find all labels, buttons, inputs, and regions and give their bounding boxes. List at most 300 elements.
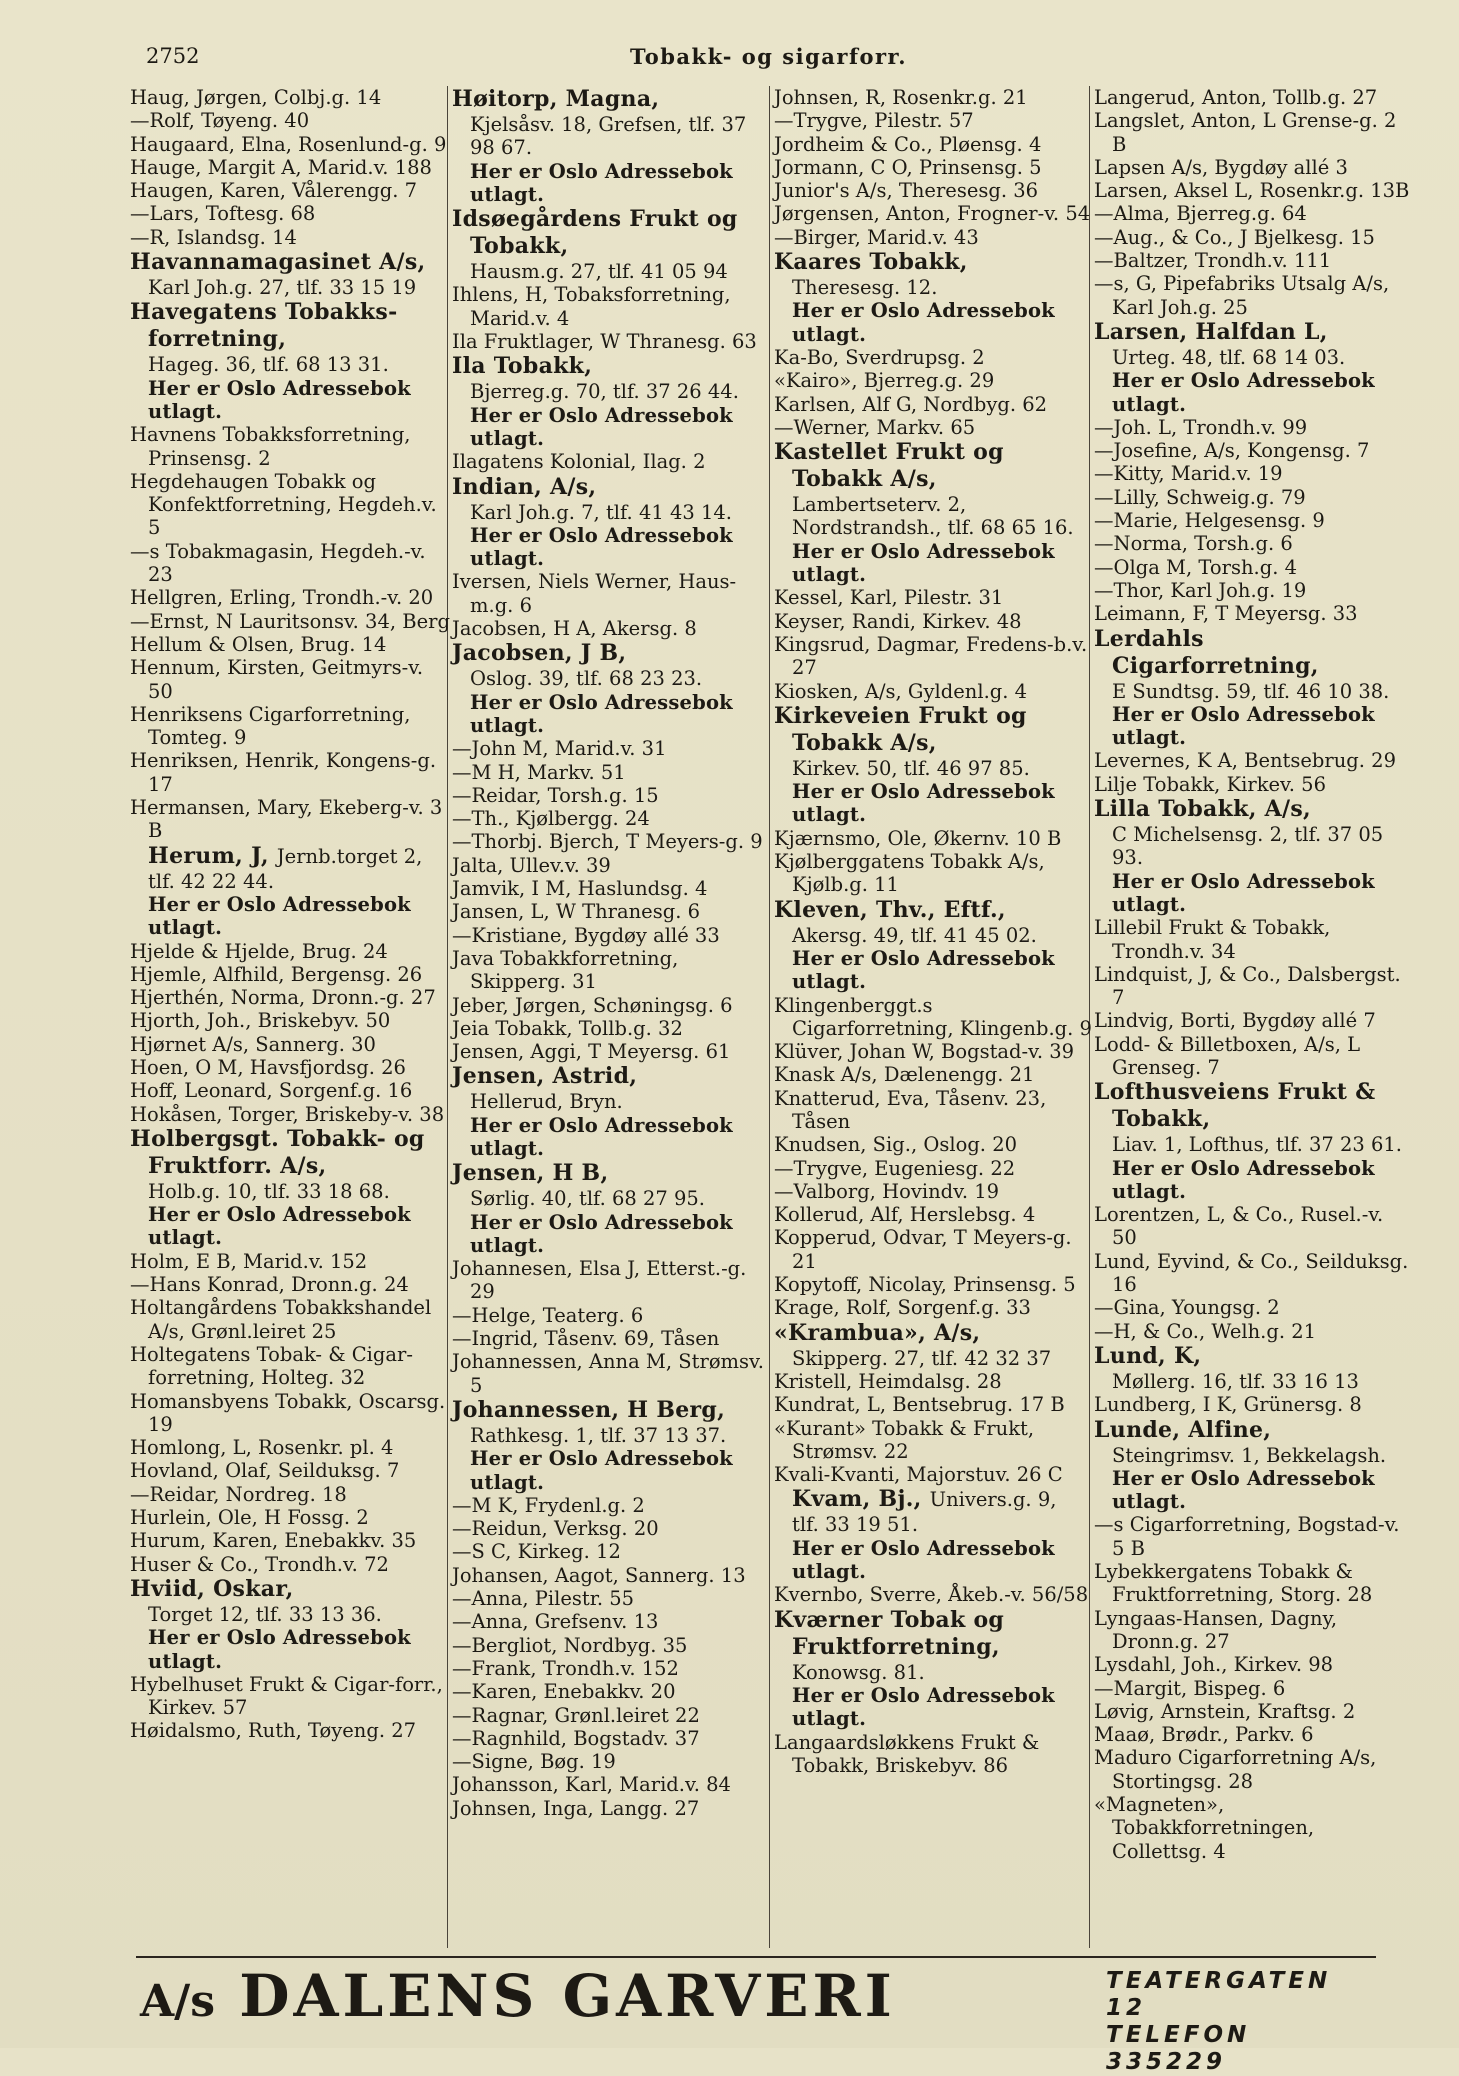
entry-details [452,667,772,737]
directory-entry [774,1180,1094,1203]
entry-name: Hoen, O M, Havsfjordsg. 26 [130,1055,406,1079]
entry-name: —Marie, Helgesensg. 9 [1094,509,1325,533]
entry-name: Havnens Tobakksforretning, Prinsensg. 2 [130,423,411,470]
entry-name: Kleven, Thv., Eftf., [774,896,1006,923]
entry-name: Lybekkergatens Tobakk & Fruktforretning, Storg. 28 [1094,1560,1373,1607]
entry-name: Karlsen, Alf G, Nordbyg. 62 [774,392,1048,416]
entry-name: —s Tobakmagasin, Hegdeh.-v. 23 [130,539,426,587]
directory-entry [774,416,1094,439]
directory-entry [774,1087,1094,1134]
entry-address: Steingrimsv. 1, Bekkelagsh. [1112,1443,1387,1467]
directory-entry [452,1257,772,1304]
directory-entry [774,1393,1094,1416]
directory-entry-featured [452,1160,772,1257]
directory-entry [1094,1700,1414,1723]
entry-details [1094,680,1414,750]
entry-name: Ila Tobakk, [452,353,593,380]
directory-entry [774,226,1094,249]
entry-name: Java Tobakkforretning, Skipperg. 31 [452,946,679,994]
entry-address: Kjelsåsv. 18, Grefsen, tlf. 37 98 67. [470,113,747,160]
entry-name: Lund, Eyvind, & Co., Seilduksg. 16 [1094,1249,1409,1297]
directory-entry [774,1296,1094,1319]
directory-entry-featured [1094,1343,1414,1393]
directory-entry [130,202,450,225]
entry-name: Havegatens Tobakks-forretning, [130,299,398,353]
entry-address: tlf. 42 22 44. [148,869,275,893]
entry-name: Maaø, Brødr., Parkv. 6 [1094,1723,1314,1747]
advertisement [140,1962,1376,2075]
directory-entry [130,226,450,249]
directory-entry-featured [452,1063,772,1160]
directory-entry [130,610,450,633]
entry-note: Her er Oslo Adressebok utlagt. [470,1210,733,1257]
directory-entry-featured [452,206,772,283]
entry-name: Larsen, Halfdan L, [1094,318,1328,345]
entry-name: —Lilly, Schweig.g. 79 [1094,485,1306,509]
entry-name: —Kitty, Marid.v. 19 [1094,462,1283,486]
directory-entry [130,1459,450,1482]
directory-entry [130,1056,450,1079]
entry-address: Skipperg. 27, tlf. 42 32 37 [792,1346,1052,1370]
directory-entry [1094,963,1414,1010]
entry-name: Holtangårdens Tobakkshandel A/s, Grønl.leiret 25 [130,1296,432,1343]
entry-details [774,1661,1094,1731]
directory-entry [1094,462,1414,485]
directory-entry [774,86,1094,109]
entry-name: Kollerud, Alf, Herslebsg. 4 [774,1203,1036,1227]
entry-name: Johnsen, Inga, Langg. 27 [452,1796,700,1820]
entry-address: Hageg. 36, tlf. 68 13 31. [148,353,389,377]
entry-name: —Aug., & Co., J Bjelkesg. 15 [1094,225,1375,249]
entry-name: Ka-Bo, Sverdrupsg. 2 [774,345,985,369]
entry-name: Lodd- & Billetboxen, A/s, L Grenseg. 7 [1094,1032,1361,1079]
entry-name: —s Cigarforretning, Bogstad-v. 5 B [1094,1513,1400,1560]
entry-name: —M K, Frydenl.g. 2 [452,1493,645,1517]
entry-name: Løvig, Arnstein, Kraftsg. 2 [1094,1699,1356,1723]
entry-address: Konowsg. 81. [792,1660,925,1684]
directory-entry [452,1494,772,1517]
directory-entry [452,1327,772,1350]
entry-name: —Thorbj. Bjerch, T Meyers-g. 9 [452,830,763,854]
entry-name: —Reidar, Torsh.g. 15 [452,783,659,807]
directory-entry [1094,416,1414,439]
entry-address: Møllerg. 16, tlf. 33 16 13 [1112,1369,1359,1393]
entry-name: Kiosken, A/s, Gyldenl.g. 4 [774,679,1028,703]
directory-entry [452,570,772,617]
entry-details [1094,823,1414,916]
entry-name: —Alma, Bjerreg.g. 64 [1094,202,1307,226]
entry-name: Jeber, Jørgen, Schøningsg. 6 [452,993,733,1017]
directory-entry [130,156,450,179]
entry-name: —M H, Markv. 51 [452,760,626,784]
entry-name: Henriksens Cigarforretning, Tomteg. 9 [130,702,411,750]
directory-entry [130,1250,450,1273]
advert-brand [140,1962,896,2032]
entry-note: Her er Oslo Adressebok utlagt. [792,539,1055,587]
entry-name: —Anna, Pilestr. 55 [452,1587,635,1611]
directory-entry [1094,1296,1414,1319]
entry-name: Klüver, Johan W, Bogstad-v. 39 [774,1040,1075,1064]
entry-name: Jensen, Astrid, [452,1063,638,1090]
entry-address: Oslog. 39, tlf. 68 23 23. [470,667,703,691]
directory-entry-featured [130,249,450,299]
entry-note: Her er Oslo Adressebok utlagt. [1112,1156,1375,1203]
entry-name: —Margit, Bispeg. 6 [1094,1676,1286,1700]
entry-name: Hoff, Leonard, Sorgenf.g. 16 [130,1079,413,1103]
entry-name: Hegdehaugen Tobakk og Konfektforretning, Hegdeh.v. 5 [130,469,437,540]
directory-entry [452,1704,772,1727]
directory-entry-featured [130,299,450,423]
directory-entry [130,749,450,796]
directory-entry [452,450,772,473]
directory-entry [452,1773,772,1796]
entry-name: Hjorth, Joh., Briskebyv. 50 [130,1009,391,1033]
entry-note: Her er Oslo Adressebok utlagt. [792,1536,1055,1584]
directory-entry [130,86,450,109]
entry-name: Hellum & Olsen, Brug. 14 [130,632,387,656]
entry-name: —Ragnhild, Bogstadv. 37 [452,1726,700,1750]
directory-column-2 [452,86,772,1820]
directory-entry [130,1390,450,1437]
entry-address: tlf. 33 19 51. [792,1513,919,1537]
directory-entry [130,1506,450,1529]
entry-name: Hybelhuset Frukt & Cigar-forr., Kirkev. 57 [130,1672,443,1720]
entry-details [452,113,772,206]
directory-entry [452,1540,772,1563]
entry-note: Her er Oslo Adressebok utlagt. [1112,369,1375,416]
directory-entry-featured [774,1607,1094,1731]
directory-entry [130,963,450,986]
entry-name: Kastellet Frukt og Tobakk A/s, [774,439,1004,493]
directory-entry-featured [130,1576,450,1673]
directory-entry [1094,1513,1414,1560]
entry-name: Leimann, F, T Meyersg. 33 [1094,602,1358,626]
directory-entry [774,1157,1094,1180]
directory-entry [774,586,1094,609]
directory-entry [1094,1393,1414,1416]
directory-entry [1094,272,1414,319]
entry-name: —S C, Kirkeg. 12 [452,1540,621,1564]
directory-entry [452,1657,772,1680]
advert-phone-line: TELEFON 335229 [1106,2022,1251,2075]
entry-note: Her er Oslo Adressebok utlagt. [148,1203,411,1250]
entry-name: Jormann, C O, Prinsensg. 5 [774,155,1042,179]
entry-name: —Ragnar, Grønl.leiret 22 [452,1703,700,1727]
directory-entry [130,179,450,202]
directory-entry [130,540,450,587]
entry-name: Homansbyens Tobakk, Oscarsg. 19 [130,1389,446,1436]
entry-name: Holbergsgt. Tobakk- og Fruktforr. A/s, [130,1125,425,1179]
directory-entry [1094,1607,1414,1654]
entry-details [130,353,450,423]
directory-entry [774,1063,1094,1086]
entry-details [452,1187,772,1257]
entry-name: Lilje Tobakk, Kirkev. 56 [1094,772,1326,796]
directory-entry [130,1719,450,1742]
entry-name: —Signe, Bøg. 19 [452,1750,616,1774]
entry-name: Maduro Cigarforretning A/s, Stortingsg. 28 [1094,1746,1377,1793]
entry-address: Torget 12, tlf. 33 13 36. [148,1602,382,1626]
entry-name: Jacobsen, J B, [452,640,627,667]
entry-name: Langaardsløkkens Frukt & Tobakk, Briskebyv. 86 [774,1730,1040,1777]
entry-name: Hovland, Olaf, Seilduksg. 7 [130,1459,400,1483]
advert-name: DALENS GARVERI [239,1962,896,2030]
directory-entry [452,1040,772,1063]
entry-name: Langerud, Anton, Tollb.g. 27 [1094,86,1378,109]
directory-entry [774,1133,1094,1156]
directory-entry [774,156,1094,179]
entry-name: —s, G, Pipefabriks Utsalg A/s, Karl Joh.g. 25 [1094,272,1390,319]
entry-name: Jansen, L, W Thranesg. 6 [452,900,700,924]
entry-details [1094,346,1414,416]
entry-name: —Bergliot, Nordbyg. 35 [452,1633,688,1657]
directory-entry [452,617,772,640]
entry-name: Kværner Tobak og Fruktforretning, [774,1606,1005,1660]
directory-entry [452,854,772,877]
entry-name: —Werner, Markv. 65 [774,415,976,439]
entry-name: «Kurant» Tobakk & Frukt, Strømsv. 22 [774,1416,1035,1463]
advert-prefix: A/s [140,1976,215,2027]
directory-entry [1094,602,1414,625]
entry-name: «Magneten», Tobakkforretningen, Collettsg. 4 [1094,1793,1315,1863]
entry-note: Her er Oslo Adressebok utlagt. [470,1447,733,1494]
entry-details [1094,1370,1414,1393]
directory-entry [452,1634,772,1657]
entry-name: Jordheim & Co., Pløensg. 4 [774,132,1042,156]
entry-name: Jamvik, I M, Haslundsg. 4 [452,877,708,901]
entry-address: Theresesg. 12. [792,276,938,300]
entry-name: Lindvig, Borti, Bygdøy allé 7 [1094,1009,1376,1033]
directory-entry [452,1587,772,1610]
entry-name: —Norma, Torsh.g. 6 [1094,532,1293,556]
directory-entry-featured [1094,1417,1414,1514]
directory-entry [774,1731,1094,1778]
entry-name: Kvernbo, Sverre, Åkeb.-v. 56/58 [774,1583,1089,1607]
entry-name: Kjølberggatens Tobakk A/s, Kjølb.g. 11 [774,850,1045,897]
directory-entry [1094,916,1414,963]
entry-name: Kirkeveien Frukt og Tobakk A/s, [774,702,1027,756]
entry-name: Jensen, Aggi, T Meyersg. 61 [452,1040,731,1064]
entry-details [1094,1444,1414,1514]
directory-entry [774,133,1094,156]
entry-name: Hellgren, Erling, Trondh.-v. 20 [130,586,434,610]
entry-name: Lofthusveiens Frukt & Tobakk, [1094,1079,1376,1133]
entry-address: Holb.g. 10, tlf. 33 18 68. [148,1179,390,1203]
entry-name: Hjerthén, Norma, Dronn.-g. 27 [130,986,436,1010]
entry-name: «Kairo», Bjerreg.g. 29 [774,369,995,393]
directory-entry [1094,1203,1414,1250]
entry-address-inline: Univers.g. 9, [929,1488,1057,1512]
directory-entry [774,109,1094,132]
directory-entry [130,1673,450,1720]
directory-entry [130,796,450,843]
entry-name: —Josefine, A/s, Kongensg. 7 [1094,439,1370,463]
directory-entry [1094,1033,1414,1080]
entry-name: —Kristiane, Bygdøy allé 33 [452,923,720,947]
entry-name: Lorentzen, L, & Co., Rusel.-v. 50 [1094,1203,1384,1250]
directory-entry [452,807,772,830]
entry-note: Her er Oslo Adressebok utlagt. [148,376,411,423]
entry-details [774,1347,1094,1370]
entry-details [130,276,450,299]
directory-column-4 [1094,86,1414,1863]
entry-note: Her er Oslo Adressebok utlagt. [470,523,733,571]
directory-entry [1094,509,1414,532]
entry-name: —Joh. L, Trondh.v. 99 [1094,415,1308,439]
directory-entry [130,1296,450,1343]
directory-entry [130,1079,450,1102]
directory-entry [130,656,450,703]
entry-name: Holtegatens Tobak- & Cigar-forretning, Holteg. 32 [130,1342,413,1390]
entry-address: Sørlig. 40, tlf. 68 27 95. [470,1187,706,1211]
directory-entry [452,924,772,947]
directory-entry [1094,1560,1414,1607]
entry-name: Hjørnet A/s, Sannerg. 30 [130,1032,376,1056]
directory-entry [130,1483,450,1506]
entry-name: Henriksen, Henrik, Kongens-g. 17 [130,749,437,796]
directory-entry [1094,486,1414,509]
entry-address: Hellerud, Bryn. [470,1090,623,1114]
entry-name: Høidalsmo, Ruth, Tøyeng. 27 [130,1719,417,1743]
directory-entry [774,994,1094,1041]
directory-entry [130,423,450,470]
page-number: 2752 [146,44,200,68]
entry-name: Johnsen, R, Rosenkr.g. 21 [774,86,1028,109]
advert-address-line: TEATERGATEN 12 [1106,1968,1332,2021]
entry-address: E Sundtsg. 59, tlf. 46 10 38. [1112,679,1390,703]
entry-name: —Helge, Teaterg. 6 [452,1303,644,1327]
directory-entry [774,202,1094,225]
directory-entry [130,986,450,1009]
directory-entry-featured [452,86,772,206]
entry-name: Lundberg, I K, Grünersg. 8 [1094,1393,1362,1417]
entry-name: Langslet, Anton, L Grense-g. 2 B [1094,109,1397,156]
entry-name: Hjelde & Hjelde, Brug. 24 [130,939,388,963]
entry-name: Høitorp, Magna, [452,86,660,112]
entry-note: Her er Oslo Adressebok utlagt. [1112,702,1375,750]
directory-entry-featured [452,1397,772,1494]
directory-entry-featured [774,439,1094,586]
directory-entry [774,393,1094,416]
directory-entry [774,1203,1094,1226]
directory-entry [774,827,1094,850]
entry-address: Lambertseterv. 2, Nordstrandsh., tlf. 68 65 16. [792,493,1074,540]
entry-name: —Baltzer, Trondh.v. 111 [1094,249,1332,273]
entry-name: Idsøegårdens Frukt og Tobakk, [452,206,738,260]
directory-entry-featured [1094,1079,1414,1203]
directory-entry [774,1273,1094,1296]
entry-details [452,380,772,450]
entry-name: —Trygve, Pilestr. 57 [774,109,974,133]
entry-details [452,1090,772,1160]
entry-name: Hviid, Oskar, [130,1575,294,1602]
entry-note: Her er Oslo Adressebok utlagt. [792,299,1055,346]
entry-name: Jensen, H B, [452,1160,609,1187]
entry-name: Lilla Tobakk, A/s, [1094,796,1311,823]
entry-details [774,757,1094,827]
entry-address: C Michelsensg. 2, tlf. 37 05 93. [1112,823,1384,870]
directory-entry [774,1370,1094,1393]
directory-entry [452,1680,772,1703]
directory-entry [1094,556,1414,579]
directory-entry [452,877,772,900]
entry-name: «Krambua», A/s, [774,1319,981,1346]
directory-entry-featured [774,897,1094,994]
directory-entry [1094,532,1414,555]
entry-note: Her er Oslo Adressebok utlagt. [470,690,733,737]
directory-entry [1094,749,1414,772]
directory-entry [1094,1723,1414,1746]
entry-details [452,1424,772,1494]
directory-entry [1094,1653,1414,1676]
entry-name: Knask A/s, Dælenengg. 21 [774,1063,1035,1087]
entry-name: —Thor, Karl Joh.g. 19 [1094,578,1307,602]
entry-name: —Ingrid, Tåsenv. 69, Tåsen [452,1327,720,1351]
directory-entry [452,1797,772,1820]
entry-note: Her er Oslo Adressebok utlagt. [148,1626,411,1673]
entry-name: —Reidar, Nordreg. 18 [130,1482,347,1506]
directory-entry [774,850,1094,897]
entry-name: —Trygve, Eugeniesg. 22 [774,1156,1016,1180]
entry-name: Kvali-Kvanti, Majorstuv. 26 C [774,1463,1063,1487]
entry-note: Her er Oslo Adressebok utlagt. [792,780,1055,827]
directory-entry [452,1304,772,1327]
directory-entry [774,1226,1094,1273]
directory-entry [1094,1677,1414,1700]
entry-name: Keyser, Randi, Kirkev. 48 [774,609,1022,633]
directory-entry-featured [452,640,772,737]
entry-name: Hurlein, Ole, H Fossg. 2 [130,1506,369,1530]
entry-name: —Ernst, N Lauritsonsv. 34, Berg [130,609,450,633]
entry-name: Hennum, Kirsten, Geitmyrs-v. 50 [130,656,424,703]
entry-name: Jacobsen, H A, Akersg. 8 [452,617,697,641]
entry-name: Hurum, Karen, Enebakkv. 35 [130,1529,417,1553]
entry-name: Lunde, Alfine, [1094,1416,1272,1443]
entry-name: —Karen, Enebakkv. 20 [452,1680,676,1704]
entry-note: Her er Oslo Adressebok utlagt. [148,892,411,940]
entry-address: Karl Joh.g. 7, tlf. 41 43 14. [470,500,732,524]
entry-name: —Olga M, Torsh.g. 4 [1094,555,1297,579]
entry-name: —H, & Co., Welh.g. 21 [1094,1319,1317,1343]
entry-name: —Anna, Grefsenv. 13 [452,1610,659,1634]
entry-name: Indian, A/s, [452,473,597,500]
entry-address-inline: Jernb.torget 2, [276,844,423,868]
entry-details [452,260,772,283]
entry-note: Her er Oslo Adressebok utlagt. [470,159,733,206]
directory-column-3 [774,86,1094,1777]
entry-name: —Gina, Youngsg. 2 [1094,1296,1280,1320]
entry-name: Huser & Co., Trondh.v. 72 [130,1552,389,1576]
entry-name: Johansson, Karl, Marid.v. 84 [452,1773,731,1797]
entry-name: Herum, J, [148,842,269,869]
entry-name: Lysdahl, Joh., Kirkev. 98 [1094,1653,1334,1677]
entry-name: —Hans Konrad, Dronn.g. 24 [130,1273,409,1297]
directory-entry [1094,156,1414,179]
directory-entry [1094,202,1414,225]
directory-entry-featured [774,1486,1094,1583]
directory-entry [774,680,1094,703]
entry-details [774,493,1094,586]
entry-details [130,1603,450,1673]
directory-entry [452,1564,772,1587]
entry-address: Hausm.g. 27, tlf. 41 05 94 [470,260,728,284]
directory-entry-featured [452,474,772,571]
entry-name: —John M, Marid.v. 31 [452,737,667,761]
entry-note: Her er Oslo Adressebok utlagt. [470,403,733,450]
directory-entry-featured [130,1126,450,1250]
directory-entry-featured [1094,319,1414,416]
entry-name: Kristell, Heimdalsg. 28 [774,1369,1002,1393]
